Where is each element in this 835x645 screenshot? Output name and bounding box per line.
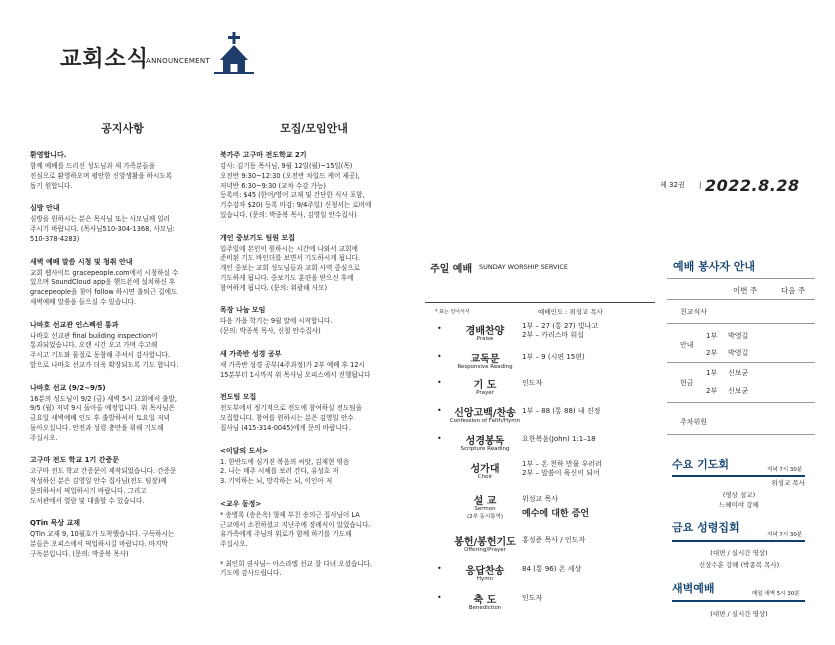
notice-item [30, 455, 215, 506]
worship-leader: 예배인도 : 위성교 목사 [538, 308, 603, 316]
worship-item-name: 봉헌/봉헌기도 [454, 537, 516, 548]
worship-item-detail: 인도자 [522, 379, 543, 387]
worship-item-english: Responsive Reading [457, 364, 513, 370]
meeting-body: 일주일에 본인이 원하시는 시간에 나와서 교회에 준비된 기도 바인더를 보면서 기도하시게 됩니다. 개인 중보는 교회 성도님들과 교회 사역 중심으로 기도하게 됩니다. 중보기도 훈련을 받으신 후에 참여하게 됩니다. (문의: 위광해 사모) [220, 244, 360, 292]
notice-title: 심방 안내 [30, 204, 60, 213]
worship-item-english: Confession of Faith/Hymn [449, 418, 521, 424]
worship-item-name: 신앙고백/찬송 [454, 408, 516, 419]
notice-body: QTin 교재 9, 10월호가 도착했습니다. 구독하시는 분들은 오피스에서 픽업하시길 바랍니다. 마지막 구독분입니다. (문의: 박종복 목사) [30, 530, 175, 558]
meeting-item [220, 499, 408, 579]
event-line: 느헤미야 강해 [719, 501, 759, 509]
meetings-heading: 모집/모임안내 [280, 122, 348, 135]
worship-item-name: 축 도 [473, 595, 497, 606]
standing-bullet-icon: • [437, 352, 442, 361]
worship-item-detail: 홍성준 목사 / 인도자 [522, 536, 586, 544]
offering-label: 헌금 [680, 379, 694, 387]
col-this-week: 이번 주 [733, 286, 758, 295]
worship-item-english: Offering/Prayer [464, 547, 506, 553]
divider [672, 600, 805, 602]
worship-item-english: Praise [476, 336, 494, 342]
meeting-body: 1. 한반도에 심겨진 복음의 씨앗, 김재현 엮음 2. 나는 매주 시체를 보러 간다, 유성호 저 3. 기억하는 뇌, 망각하는 뇌, 이인아 저 [220, 457, 350, 485]
divider [667, 299, 815, 300]
bulletin-date: 2022.8.28 [705, 176, 800, 195]
worship-item-english: Choir [477, 474, 493, 480]
notice-title: 나바호 선교관 인스펙션 통과 [30, 320, 119, 329]
meeting-body: 다음 가을 학기는 9월 말에 시작합니다. (문의: 박종복 목사, 신철 안수집사) [220, 317, 333, 335]
worship-subtitle: SUNDAY WORSHIP SERVICE [479, 263, 568, 271]
guide-1-label: 1부 [706, 332, 718, 340]
meeting-title: 목장 나눔 모임 [220, 306, 266, 315]
event-line: (영상 설교) [722, 491, 756, 499]
standing-bullet-icon: • [437, 593, 442, 602]
meeting-body: 강사: 김기동 목사님, 9월 12일(월)~15일(목) 오전반 9:30~12:30 (오전반 차일드 케어 제공), 저녁반 6:30~9:30 (교차 수강 가능) 등록비: $45 (한어/영어 교재 및 간단한 식사 포함, 기수강자 $20) 등록 마감: 9/4주일) 신청서는 로비에 있습니다. (문의: 박종복 목사, 김영일 안수집사) [220, 162, 372, 219]
guide-2-name: 박영길 [728, 349, 749, 357]
standing-note: * 표는 일어서서 [435, 309, 470, 315]
worship-item-name: 성경봉독 [465, 436, 505, 447]
event-line: (대면 / 실시간 영상) [710, 610, 768, 618]
servants-title: 예배 봉사자 안내 [673, 260, 756, 273]
notice-item [30, 518, 215, 559]
meeting-body: 새 가족반 성경 공부(4주과정)가 2부 예배 후 12시 15분부터 1시까지 위 목사님 오피스에서 진행됩니다 [220, 360, 371, 379]
worship-item-english: Scripture Reading [460, 446, 510, 452]
worship-item-detail: 1부 – 88 (통 88) 내 진정 [522, 407, 601, 415]
event-line: (대면 / 실시간 영상) [710, 549, 768, 557]
notice-body: 교회 웹사이트 gracepeople.com에서 시청하실 수 있으며 SoundCloud app을 핸드폰에 설치하신 후 gracepeople을 찾아 follow 하시면 출퇴근 길에도 새벽예배 말씀을 들으실 수 있습니다. [30, 268, 179, 306]
standing-bullet-icon: • [437, 406, 442, 415]
notices-column [30, 120, 215, 572]
dawn-service-time: 매일 새벽 5시 30분 [752, 591, 800, 597]
greeter-label: 친교식사 [680, 308, 708, 316]
meeting-title: 전도팀 모집 [220, 393, 257, 402]
worship-item-name: 경배찬양 [465, 326, 505, 337]
wednesday-prayer-time: 저녁 7시 30분 [767, 467, 803, 473]
notice-title: 환영합니다. [30, 151, 67, 159]
meeting-title: 새 가족반 성경 공부 [220, 349, 282, 358]
offering-2-name: 신보균 [728, 387, 749, 395]
divider [672, 475, 805, 477]
worship-item-name: 응답찬송 [465, 566, 505, 577]
guide-label: 안내 [680, 341, 694, 349]
offering-2-label: 2부 [706, 387, 718, 395]
dawn-service-title: 새벽예배 [672, 582, 715, 595]
meeting-item [220, 305, 408, 337]
notice-title: 나바호 선교 (9/2~9/5) [30, 383, 106, 392]
parking-label: 주차위원 [680, 418, 708, 426]
notices-heading: 공지사항 [101, 122, 144, 135]
guide-1-name: 박영길 [728, 332, 749, 340]
notice-body: 나바호 선교관 final building inspection이 통과되었습니다. 오랜 시간 오고 가며 수고해 주시고 기도와 물질로 동참해 주셔서 감사합니다. 앞으로 나바호 선교가 더욱 확장되도록 기도 합니다. [30, 331, 179, 369]
page-title: 교회소식 [60, 47, 150, 72]
standing-bullet-icon: • [437, 564, 442, 573]
worship-item-name: 기 도 [473, 380, 497, 391]
notice-body: 고구마 전도 학교 간증문이 제작되었습니다. 간증문 작성하신 분은 김영일 안수 집사님(전도 팀장)께 문의하셔서 픽업하시기 바랍니다. 그리고 도서관에서 열람 및 대출할 수 있습니다. [30, 467, 177, 505]
worship-item-english: Sermon (2부 동시통역) [466, 506, 504, 520]
wednesday-prayer-title: 수요 기도회 [672, 458, 729, 471]
notice-item [30, 320, 215, 371]
issue-number: 제 32권 [660, 181, 685, 189]
standing-bullet-icon: • [437, 324, 442, 333]
notice-title: QTin 묵상 교재 [30, 519, 81, 528]
worship-item-english: Benediction [468, 605, 502, 611]
worship-item-detail: 1부 – 온 천하 만물 우러러 2부 – 말씀이 육신이 되어 [522, 460, 602, 478]
event-line: 신상수훈 강해 (박종복 목사) [698, 561, 780, 569]
divider [667, 362, 815, 363]
meeting-title: <이달의 도서> [220, 446, 268, 455]
separator: | [699, 181, 702, 189]
meeting-title: <교우 동정> [220, 499, 262, 508]
divider [667, 323, 815, 324]
notice-body: 심방을 원하시는 분은 목사님 또는 사모님께 일러 주시기 바랍니다. (목사님510-304-1368, 사모님: 510-378-4283) [30, 215, 175, 243]
notice-title: 고구마 전도 학교 1기 간증문 [30, 456, 120, 465]
guide-2-label: 2부 [706, 349, 718, 357]
notice-body: 함께 예배를 드리신 성도님과 새 가족분들을 진심으로 환영하오며 평안한 신앙생활을 하시도록 돕기 원합니다. [30, 162, 173, 190]
worship-item-english: Hymn [476, 576, 494, 582]
worship-item-name: 설 교 [473, 496, 497, 507]
meeting-item [220, 392, 408, 433]
divider [667, 434, 815, 435]
meeting-title: 개인 중보기도 팀원 모집 [220, 233, 295, 242]
worship-item-detail: 요한복음(John) 1:1–18 [522, 435, 596, 443]
meeting-item [220, 233, 408, 294]
sermon-title: 예수에 대한 증언 [522, 509, 590, 519]
event-line: 위성교 목사 [771, 479, 805, 487]
worship-item-detail: 인도자 [522, 594, 543, 602]
notice-item [30, 257, 215, 308]
worship-item-name: 성가대 [470, 464, 500, 475]
worship-item-english: Prayer [476, 390, 494, 396]
meeting-item [220, 150, 408, 221]
worship-title: 주일 예배 [430, 264, 473, 275]
divider [667, 402, 815, 403]
notice-title: 새벽 예배 말씀 시청 및 청취 안내 [30, 257, 133, 266]
meetings-column [220, 120, 408, 591]
friday-service-time: 저녁 7시 30분 [767, 532, 803, 538]
meeting-title: 북가주 고구마 전도학교 2기 [220, 151, 307, 159]
page-subtitle: ANNOUNCEMENT [146, 57, 211, 65]
divider [672, 540, 805, 542]
worship-item-detail: 1부 – 9 (시편 15편) [522, 353, 585, 361]
worship-item-name: 교독문 [470, 354, 500, 365]
notice-item [30, 150, 215, 191]
offering-1-name: 신보균 [728, 369, 749, 377]
meeting-item [220, 446, 408, 487]
church-icon [214, 32, 254, 74]
worship-item-detail: 84 (통 96) 온 세상 [522, 565, 582, 573]
standing-bullet-icon: • [437, 434, 442, 443]
notice-item [30, 203, 215, 244]
standing-bullet-icon: • [437, 378, 442, 387]
offering-1-label: 1부 [706, 369, 718, 377]
notice-item [30, 383, 215, 444]
notice-body: 16분의 성도님이 9/2 (금) 새벽 5시 교회에서 출발, 9/5 (월) 저녁 9시 돌아올 예정입니다. 위 목사님은 금요일 새벽예배 인도 후 출발하셔서 토요일 저녁 돌아오십니다. 안전과 성령 충만을 위해 기도해 주십시오. [30, 394, 178, 442]
worship-item-detail: 위성교 목사 [522, 495, 559, 503]
friday-service-title: 금요 성령집회 [672, 521, 740, 534]
divider [667, 278, 815, 279]
col-next-week: 다음 주 [781, 286, 806, 295]
worship-item-detail: 1부 – 27 (통 27) 빛나고 2부 – 카리스마 워십 [522, 322, 599, 340]
meeting-body: * 송병록 (송은옥) 형제 부친 송의근 집사님이 LA 근교에서 소천하셨고 지난주에 장례식이 있었습니다. 유가족에게 주님의 위로가 함께 하기를 기도해 주십시오. * 최인희 권사님-- 아스라엘 선교 잘 다녀 오셨습니다. 기도에 감사드립니다. [220, 510, 373, 578]
meeting-body: 전도부에서 정기적으로 전도에 참여하실 전도팀을 모집합니다. 참여를 원하시는 분은 김영일 안수 집사님 (415-314-0045)에게 문의 바랍니다. [220, 404, 363, 432]
meeting-item [220, 349, 408, 381]
